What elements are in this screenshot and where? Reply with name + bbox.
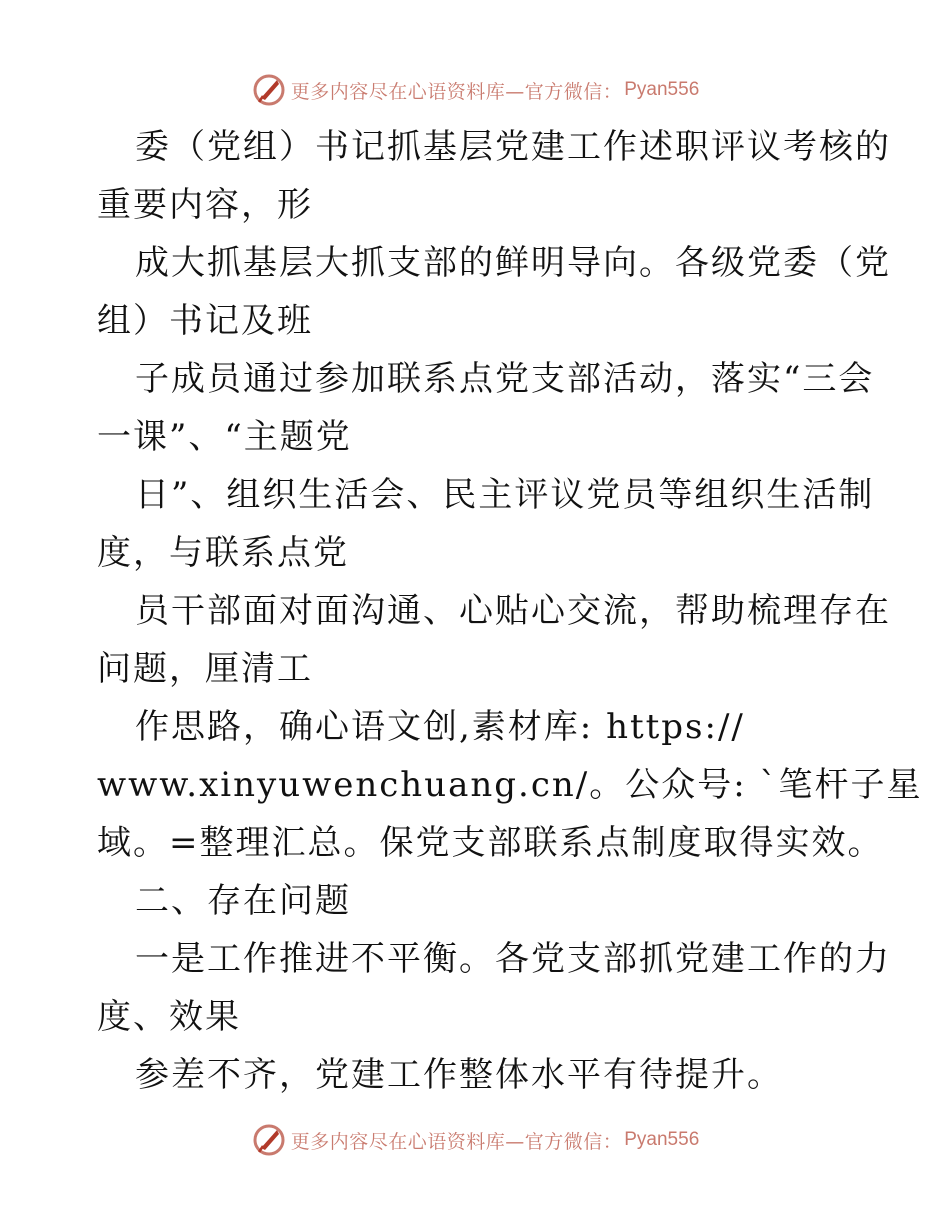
quill-pen-logo-icon bbox=[251, 72, 287, 108]
text-line: 员干部面对面沟通、心贴心交流，帮助梳理存在 bbox=[135, 591, 891, 631]
text-line: 问题，厘清工 bbox=[97, 649, 313, 689]
banner-text: 更多内容尽在心语资料库—官方微信： bbox=[290, 1130, 623, 1153]
text-line: 成大抓基层大抓支部的鲜明导向。各级党委（党 bbox=[135, 243, 891, 283]
text-line: 重要内容，形 bbox=[97, 185, 313, 225]
footer-watermark-banner bbox=[0, 1120, 950, 1160]
quill-pen-logo-icon bbox=[251, 1122, 287, 1158]
text-line: 一课”、“主题党 bbox=[97, 417, 352, 457]
section-heading: 二、存在问题 bbox=[135, 881, 351, 921]
text-line: 度，与联系点党 bbox=[97, 533, 349, 573]
wechat-id: Pyan556 bbox=[624, 79, 700, 100]
banner-text: 更多内容尽在心语资料库—官方微信： bbox=[290, 80, 623, 103]
text-line: 一是工作推进不平衡。各党支部抓党建工作的力 bbox=[135, 939, 891, 979]
header-watermark-banner bbox=[0, 70, 950, 110]
text-line: 域。=整理汇总。保党支部联系点制度取得实效。 bbox=[97, 823, 884, 863]
wechat-id: Pyan556 bbox=[624, 1129, 700, 1150]
text-line: 参差不齐，党建工作整体水平有待提升。 bbox=[135, 1055, 783, 1095]
text-line: www.xinyuwenchuang.cn/。公众号: `笔杆子星 bbox=[97, 765, 923, 805]
text-line: 委（党组）书记抓基层党建工作述职评议考核的 bbox=[135, 127, 891, 167]
text-line: 子成员通过参加联系点党支部活动，落实“三会 bbox=[135, 359, 875, 399]
text-line: 组）书记及班 bbox=[97, 301, 313, 341]
text-line: 日”、组织生活会、民主评议党员等组织生活制 bbox=[135, 475, 875, 515]
text-line: 度、效果 bbox=[97, 997, 241, 1037]
text-line: 作思路，确心语文创,素材库: https:// bbox=[135, 707, 745, 747]
document-body bbox=[97, 118, 923, 1104]
